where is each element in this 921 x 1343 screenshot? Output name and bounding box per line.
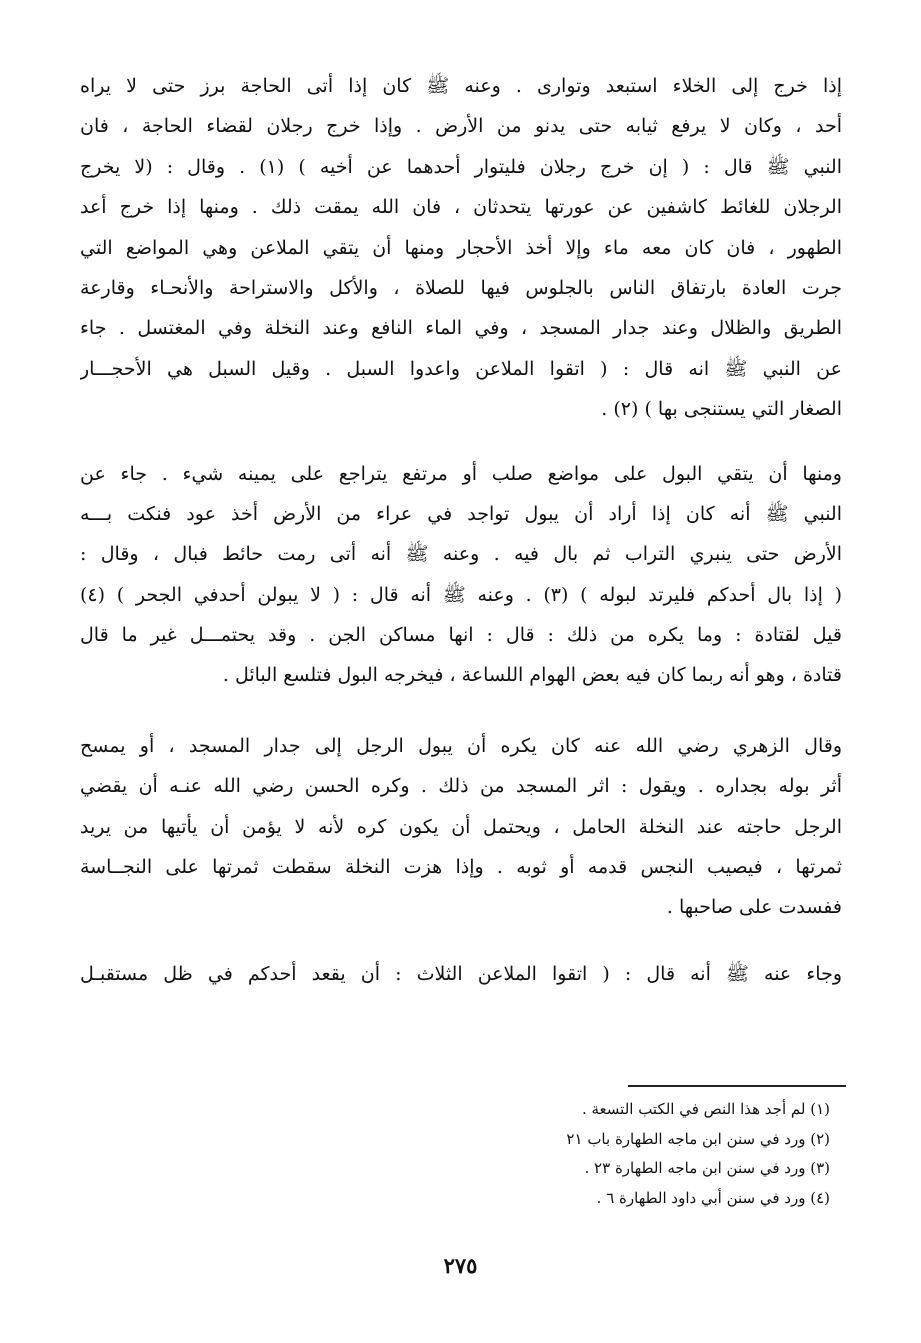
paragraph-4 <box>80 954 842 994</box>
text-line: ( إذا بال أحدكم فليرتد لبوله ) (٣) . وعنه ﷺ أنه قال : ( لا يبولن أحدفي الجحر ) (٤) <box>80 583 842 606</box>
text-line: النبي ﷺ أنه كان إذا أراد أن يبول تواجد في عراء من الأرض أخذ عود فنكت بـــه <box>80 502 842 525</box>
footnote-3: (٣) ورد في سنن ابن ماجه الطهارة ٢٣ . <box>584 1159 830 1177</box>
text-line: الرجلان للغائط كاشفين عن عورتها يتحدثان ، فان الله يمقت ذلك . ومنها إذا خرج أعد <box>80 196 842 219</box>
text-line: عن النبي ﷺ انه قال : ( اتقوا الملاعن واعدوا السبل . وقيل السبل هي الأحجـــار <box>80 357 842 380</box>
text-line: الأرض حتى ينبري التراب ثم بال فيه . وعنه ﷺ أنه أتى رمت حائط فبال ، وقال : <box>80 543 842 566</box>
main-text <box>80 66 842 994</box>
text-line: أثر بوله بجداره . ويقول : اثر المسجد من ذلك . وكره الحسن رضي الله عنـه أن يقضي <box>80 775 842 798</box>
text-line: الرجل حاجته عند النخلة الحامل ، ويحتمل أن يكون كره لأنه لا يؤمن أن يأتيها من يريد <box>80 815 842 838</box>
text-line: جرت العادة بارتفاق الناس بالجلوس فيها للصلاة ، والأكل والاستراحة والأنحـاء وقارعة <box>80 276 842 299</box>
paragraph-gap <box>80 696 842 726</box>
paragraph-gap <box>80 430 842 454</box>
text-line: قتادة ، وهو أنه ربما كان فيه بعض الهوام اللساعة ، فيخرجه البول فتلسع البائل . <box>222 664 842 687</box>
text-line: ومنها أن يتقي البول على مواضع صلب أو مرتفع يتراجع على يمينه شيء . جاء عن <box>80 462 842 485</box>
footnotes <box>420 1095 830 1213</box>
footnote-2: (٢) ورد في سنن ابن ماجه الطهارة باب ٢١ <box>566 1129 830 1148</box>
text-line: أحد ، وكان لا يرفع ثيابه حتى يدنو من الأرض . وإذا خرج رجلان لقضاء الحاجة ، فان <box>80 115 842 138</box>
paragraph-gap <box>80 928 842 954</box>
text-line: الطهور ، فان كان معه ماء وإلا أخذ الأحجار ومنها أن يتقي الملاعن وهي المواضع التي <box>80 236 842 259</box>
text-line: قيل لقتادة : وما يكره من ذلك : قال : انها مساكن الجن . وقد يحتمـــل غير ما قال <box>80 624 842 647</box>
page-number: ٢٧٥ <box>443 1253 478 1278</box>
text-line: ثمرتها ، فيصيب النجس قدمه أو ثوبه . وإذا هزت النخلة سقطت ثمرتها على النجــاسة <box>80 856 842 879</box>
text-line: وقال الزهري رضي الله عنه كان يكره أن يبول الرجل إلى جدار المسجد ، أو يمسح <box>80 734 842 757</box>
text-line: النبي ﷺ قال : ( إن خرج رجلان فليتوار أحدهما عن أخيه ) (١) . وقال : (لا يخرج <box>80 155 842 178</box>
text-line: ففسدت على صاحبها . <box>666 896 842 919</box>
text-line: الصغار التي يستنجى بها ) (٢) . <box>601 398 842 421</box>
footnote-separator <box>628 1085 846 1087</box>
paragraph-2 <box>80 454 842 696</box>
text-line: الطريق والظلال وعند جدار المسجد ، وفي الماء النافع وعند النخلة وفي المغتسل . جاء <box>80 317 842 340</box>
text-line: وجاء عنه ﷺ أنه قال : ( اتقوا الملاعن الثلاث : أن يقعد أحدكم في ظل مستقبـل <box>80 962 842 985</box>
footnote-4: (٤) ورد في سنن أبي داود الطهارة ٦ . <box>596 1188 830 1207</box>
paragraph-3 <box>80 726 842 928</box>
text-line: إذا خرج إلى الخلاء استبعد وتوارى . وعنه ﷺ كان إذا أتى الحاجة برز حتى لا يراه <box>80 75 842 97</box>
footnote-1: (١) لم أجد هذا النص في الكتب التسعة . <box>581 1100 830 1118</box>
paragraph-1 <box>80 66 842 430</box>
